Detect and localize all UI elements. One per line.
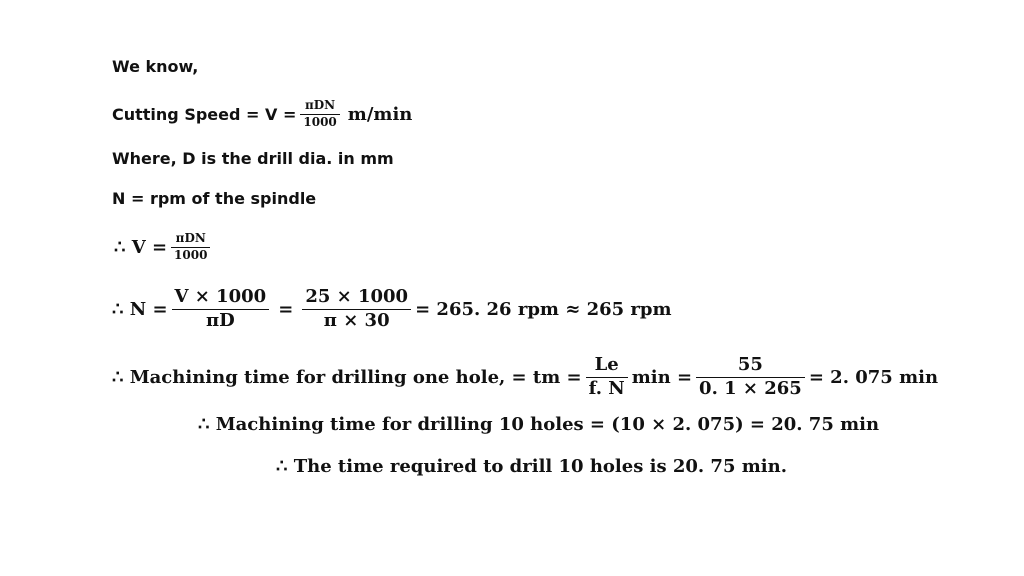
velocity-prefix: ∴ V = [114, 236, 168, 258]
machining-time-result: = 2. 075 min [808, 366, 939, 388]
spindle-speed-result: = 265. 26 rpm ≈ 265 rpm [415, 298, 672, 320]
fraction-denominator: 1000 [174, 247, 208, 262]
fraction-denominator: 0. 1 × 265 [699, 377, 802, 399]
where-text [112, 148, 394, 168]
rpm-definition [112, 188, 316, 208]
fraction-denominator: π × 30 [323, 309, 390, 331]
fraction-denominator: πD [205, 309, 235, 331]
machining-fraction-1 [586, 355, 628, 399]
fraction-numerator: πDN [175, 230, 206, 245]
fraction-denominator: f. N [588, 377, 625, 399]
machining-fraction-2 [696, 355, 805, 399]
machining-time-mid: min = [631, 366, 693, 388]
cutting-speed-fraction [300, 99, 339, 130]
equals-sign: = [278, 298, 294, 320]
fraction-numerator: Le [594, 353, 619, 375]
fraction-numerator: πDN [304, 97, 336, 112]
spindle-fraction-2 [302, 287, 411, 331]
drill-dia-definition: Where, D is the drill dia. in mm [112, 148, 394, 168]
rpm-definition-text: N = rpm of the spindle [112, 188, 317, 208]
conclusion [276, 454, 787, 478]
conclusion-text: ∴ The time required to drill 10 holes is 20. 75 min. [276, 455, 787, 477]
machining-time-one-hole [112, 350, 938, 404]
fraction-numerator: V × 1000 [174, 285, 267, 307]
machining-time-ten-holes [198, 412, 879, 436]
spindle-fraction-1 [172, 287, 270, 331]
spindle-speed-prefix: ∴ N = [112, 298, 168, 320]
fraction-numerator: 25 × 1000 [305, 285, 409, 307]
velocity-formula [114, 228, 214, 266]
cutting-speed-formula [112, 96, 412, 132]
machining-time-prefix: ∴ Machining time for drilling one hole, = tm = [112, 366, 582, 388]
fraction-numerator: 55 [737, 353, 763, 375]
intro-text [112, 56, 198, 76]
velocity-fraction [171, 232, 210, 263]
ten-holes-text: ∴ Machining time for drilling 10 holes = (10 × 2. 075) = 20. 75 min [198, 413, 880, 435]
cutting-speed-prefix: Cutting Speed = V = [112, 104, 297, 124]
spindle-speed-formula [112, 282, 672, 336]
intro-label: We know, [112, 56, 199, 76]
fraction-denominator: 1000 [303, 114, 337, 129]
cutting-speed-unit: m/min [347, 103, 413, 125]
